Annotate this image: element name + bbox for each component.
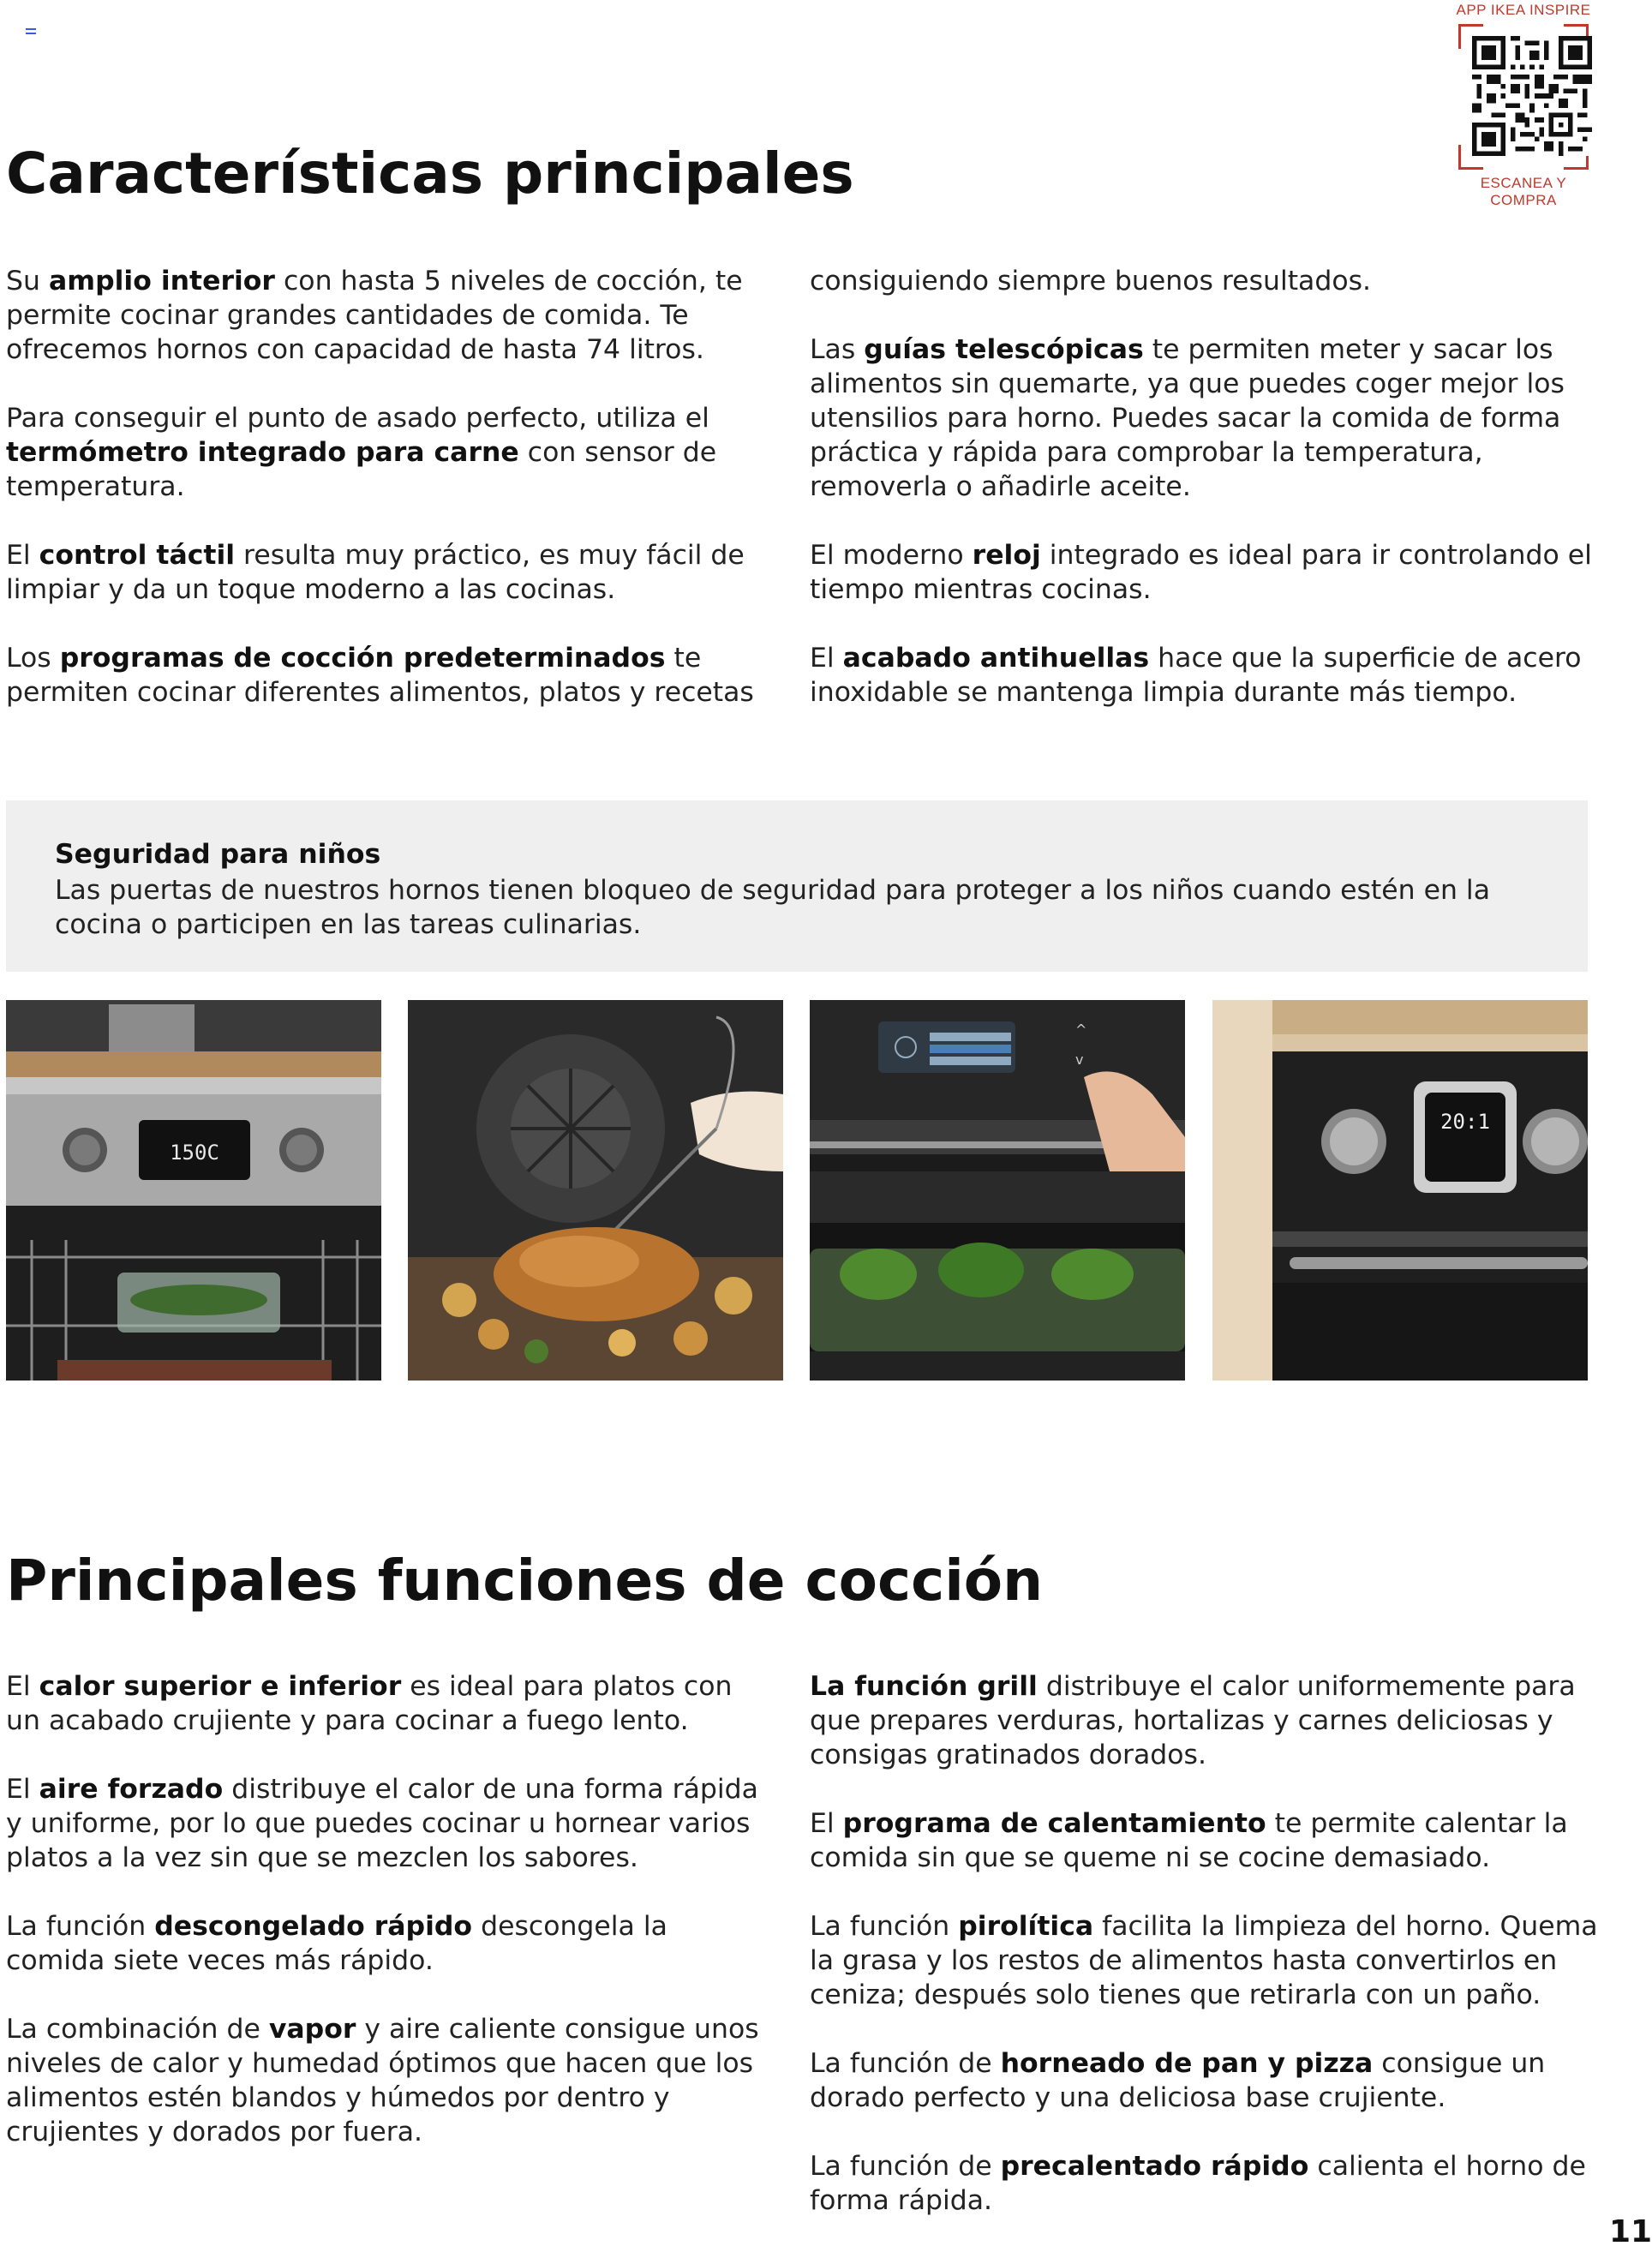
- paragraph: El moderno reloj integrado es ideal para ir controlando el tiempo mientras cocinas.: [810, 540, 1592, 605]
- oven-display-text: 150C: [170, 1141, 219, 1165]
- functions-column-right: [810, 1669, 1615, 2252]
- paragraph: Los programas de cocción predeterminados te permiten cocinar diferentes alimentos, platos y recetas: [6, 643, 754, 708]
- child-safety-box: [6, 800, 1588, 972]
- paragraph: El programa de calentamiento te permite calentar la comida sin que se queme ni se cocine demasiado.: [810, 1808, 1568, 1873]
- menu-icon[interactable]: [26, 28, 36, 37]
- qr-code-icon: [1472, 36, 1592, 156]
- photo-roast-thermometer: [408, 1000, 783, 1381]
- paragraph: La función pirolítica facilita la limpieza del horno. Quema la grasa y los restos de alimentos hasta convertirlos en ceniza; después solo tienes que retirarla con un paño.: [810, 1911, 1598, 2010]
- child-safety-text: Las puertas de nuestros hornos tienen bloqueo de seguridad para proteger a los niños cuando estén en la cocina o participen en las tareas culinarias.: [55, 875, 1490, 940]
- paragraph: El aire forzado distribuye el calor de una forma rápida y uniforme, por lo que puedes cocinar u hornear varios platos a la vez sin que se mezclen los sabores.: [6, 1774, 758, 1873]
- paragraph: consiguiendo siempre buenos resultados.: [810, 266, 1372, 296]
- photo-oven-black: [1212, 1000, 1588, 1381]
- paragraph: El calor superior e inferior es ideal para platos con un acabado crujiente y para cocinar a fuego lento.: [6, 1671, 733, 1736]
- oven-display-text: 20:1: [1440, 1110, 1490, 1134]
- child-safety-title: Seguridad para niños: [55, 839, 381, 870]
- page-number: 11: [1609, 2214, 1652, 2249]
- qr-bottom-label: ESCANEA Y COMPRA: [1480, 175, 1567, 208]
- paragraph: El control táctil resulta muy práctico, es muy fácil de limpiar y da un toque moderno a las cocinas.: [6, 540, 745, 605]
- paragraph: La función de precalentado rápido calienta el horno de forma rápida.: [810, 2151, 1586, 2216]
- paragraph: La función descongelado rápido descongela la comida siete veces más rápido.: [6, 1911, 667, 1976]
- paragraph: La función de horneado de pan y pizza consigue un dorado perfecto y una deliciosa base crujiente.: [810, 2048, 1546, 2113]
- paragraph: La combinación de vapor y aire caliente consigue unos niveles de calor y humedad óptimos que hacen que los alimentos estén blandos y húmedos por dentro y crujientes y dorados por fuera.: [6, 2014, 759, 2147]
- svg-text:v: v: [1075, 1051, 1084, 1068]
- paragraph: Las guías telescópicas te permiten meter y sacar los alimentos sin quemarte, ya que puedes coger mejor los utensilios para horno. Puedes sacar la comida de forma práctica y rápida para comprobar la temperatura, removerla o añadirle aceite.: [810, 334, 1565, 502]
- section-title-main-features: Características principales: [6, 141, 854, 207]
- photo-oven-stainless: [6, 1000, 381, 1381]
- paragraph: Su amplio interior con hasta 5 niveles de cocción, te permite cocinar grandes cantidades de comida. Te ofrecemos hornos con capacidad de hasta 74 litros.: [6, 266, 743, 365]
- features-column-left: [6, 264, 769, 744]
- functions-column-left: [6, 1669, 769, 2183]
- svg-text:^: ^: [1075, 1021, 1087, 1038]
- features-column-right: [810, 264, 1615, 744]
- paragraph: Para conseguir el punto de asado perfecto, utiliza el termómetro integrado para carne con sensor de temperatura.: [6, 403, 717, 502]
- qr-block[interactable]: [1446, 0, 1601, 208]
- paragraph: La función grill distribuye el calor uniformemente para que prepares verduras, hortalizas y carnes deliciosas y consigas gratinados dorados.: [810, 1671, 1576, 1770]
- section-title-cooking-functions: Principales funciones de cocción: [6, 1548, 1044, 1614]
- photo-touch-control: [810, 1000, 1185, 1381]
- qr-top-label: APP IKEA INSPIRE: [1456, 2, 1591, 18]
- qr-frame: [1458, 24, 1589, 170]
- paragraph: El acabado antihuellas hace que la superficie de acero inoxidable se mantenga limpia durante más tiempo.: [810, 643, 1582, 708]
